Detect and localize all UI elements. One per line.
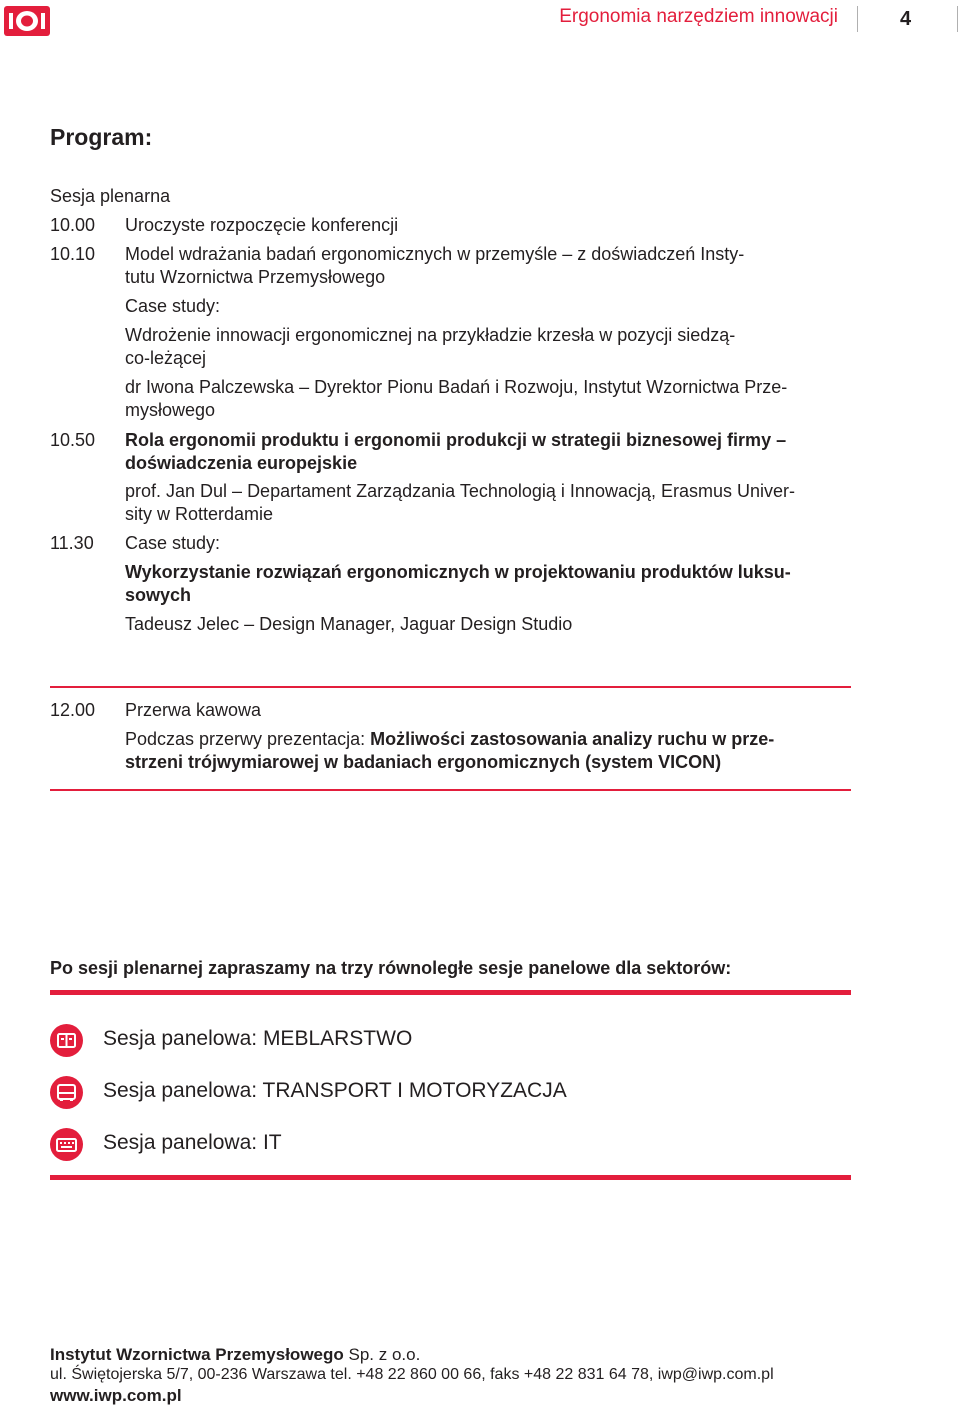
footer-address: ul. Świętojerska 5/7, 00-236 Warszawa tel. +48 22 860 00 66, faks +48 22 831 64 78, iwp@iwp.com.pl bbox=[50, 1366, 774, 1383]
bus-icon bbox=[50, 1076, 83, 1109]
break-intro: Podczas przerwy prezentacja: bbox=[125, 729, 366, 749]
break-topic: Możliwości zastosowania analizy ruchu w prze- bbox=[370, 729, 775, 749]
break-title: Przerwa kawowa bbox=[125, 700, 262, 720]
speaker: Tadeusz Jelec – Design Manager, Jaguar Design Studio bbox=[125, 614, 573, 634]
footer-website[interactable]: www.iwp.com.pl bbox=[50, 1386, 182, 1405]
divider bbox=[50, 686, 851, 688]
panel-session-label: Sesja panelowa: IT bbox=[103, 1131, 282, 1154]
agenda-time: 10.50 bbox=[50, 430, 96, 450]
page-number: 4 bbox=[900, 8, 912, 30]
agenda-time: 11.30 bbox=[50, 533, 94, 553]
footer-org-suffix: Sp. z o.o. bbox=[343, 1345, 421, 1364]
agenda-title: Rola ergonomii produktu i ergonomii produkcji w strategii biznesowej firmy – bbox=[125, 430, 787, 450]
agenda-time: 10.10 bbox=[50, 244, 96, 264]
panels-heading: Po sesji plenarnej zapraszamy na trzy równoległe sesje panelowe dla sektorów: bbox=[50, 958, 732, 978]
speaker: dr Iwona Palczewska – Dyrektor Pionu Badań i Rozwoju, Instytut Wzornictwa Prze- bbox=[125, 377, 788, 397]
furniture-icon bbox=[50, 1024, 83, 1057]
program-heading: Program: bbox=[50, 124, 153, 150]
break-topic: strzeni trójwymiarowej w badaniach ergonomicznych (system VICON) bbox=[125, 752, 722, 772]
header-title: Ergonomia narzędziem innowacji bbox=[559, 6, 838, 27]
case-study-title: co-leżącej bbox=[125, 348, 207, 368]
divider bbox=[50, 990, 851, 995]
iwp-logo bbox=[4, 6, 50, 36]
case-study-title: Wdrożenie innowacji ergonomicznej na przykładzie krzesła w pozycji siedzą- bbox=[125, 325, 736, 345]
case-study-label: Case study: bbox=[125, 533, 221, 553]
case-study-label: Case study: bbox=[125, 296, 221, 316]
agenda-title: doświadczenia europejskie bbox=[125, 453, 358, 473]
footer-org-name: Instytut Wzornictwa Przemysłowego bbox=[50, 1345, 344, 1364]
panel-session-label: Sesja panelowa: TRANSPORT I MOTORYZACJA bbox=[103, 1079, 567, 1102]
header-divider bbox=[857, 6, 858, 32]
footer-org bbox=[50, 1345, 420, 1365]
session-label: Sesja plenarna bbox=[50, 186, 171, 206]
break-presentation bbox=[125, 728, 851, 751]
divider bbox=[50, 789, 851, 791]
case-study-title: sowych bbox=[125, 585, 192, 605]
speaker: prof. Jan Dul – Departament Zarządzania Technologią i Innowacją, Erasmus Univer- bbox=[125, 481, 795, 501]
divider bbox=[50, 1175, 851, 1180]
speaker: sity w Rotterdamie bbox=[125, 504, 274, 524]
agenda-title: tutu Wzornictwa Przemysłowego bbox=[125, 267, 386, 287]
agenda-title: Model wdrażania badań ergonomicznych w przemyśle – z doświadczeń Insty- bbox=[125, 244, 745, 264]
speaker: mysłowego bbox=[125, 400, 216, 420]
keyboard-icon bbox=[50, 1128, 83, 1161]
agenda-time: 10.00 bbox=[50, 215, 96, 235]
header-divider-right bbox=[957, 6, 958, 32]
agenda-title: Uroczyste rozpoczęcie konferencji bbox=[125, 215, 399, 235]
case-study-title: Wykorzystanie rozwiązań ergonomicznych w projektowaniu produktów luksu- bbox=[125, 562, 791, 582]
break-time: 12.00 bbox=[50, 700, 96, 720]
panel-session-label: Sesja panelowa: MEBLARSTWO bbox=[103, 1027, 413, 1050]
